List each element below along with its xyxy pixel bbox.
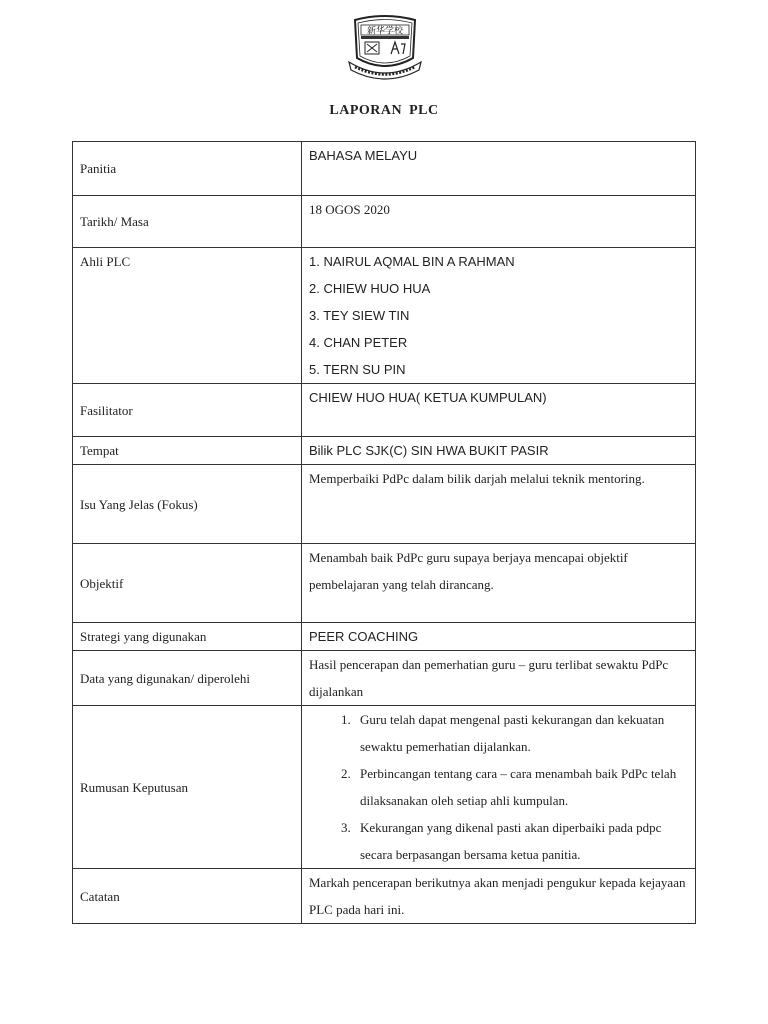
row-catatan <box>73 869 696 924</box>
crest-chinese-name: 新华学校 <box>366 26 404 37</box>
label-data: Data yang digunakan/ diperolehi <box>73 651 302 706</box>
report-title: LAPORAN PLC <box>329 103 439 118</box>
member-2: 2. CHIEW HUO HUA <box>309 281 431 296</box>
label-objektif: Objektif <box>73 544 302 623</box>
label-catatan: Catatan <box>73 869 302 924</box>
value-tempat: Bilik PLC SJK(C) SIN HWA BUKIT PASIR <box>302 437 696 465</box>
decision-item: 1. Guru telah dapat mengenal pasti kekurangan dan kekuatan sewaktu pemerhatian dijalankan. <box>354 706 688 760</box>
row-tarikh <box>73 196 696 248</box>
value-isu: Memperbaiki PdPc dalam bilik darjah melalui teknik mentoring. <box>302 465 696 544</box>
row-strategi <box>73 623 696 651</box>
label-strategi: Strategi yang digunakan <box>73 623 302 651</box>
decision-item: 2. Perbincangan tentang cara – cara menambah baik PdPc telah dilaksanakan oleh setiap ahli kumpulan. <box>354 760 688 814</box>
row-panitia <box>73 142 696 196</box>
row-data <box>73 651 696 706</box>
row-tempat <box>73 437 696 465</box>
value-tarikh: 18 OGOS 2020 <box>302 196 696 248</box>
value-objektif: Menambah baik PdPc guru supaya berjaya mencapai objektif pembelajaran yang telah dirancang. <box>302 544 696 623</box>
value-ahli <box>302 248 696 384</box>
member-1: 1. NAIRUL AQMAL BIN A RAHMAN <box>309 254 515 269</box>
member-5: 5. TERN SU PIN <box>309 362 406 377</box>
school-crest-icon <box>345 14 425 82</box>
value-catatan: Markah pencerapan berikutnya akan menjadi pengukur kepada kejayaan PLC pada hari ini. <box>302 869 696 924</box>
label-fasilitator: Fasilitator <box>73 384 302 437</box>
member-3: 3. TEY SIEW TIN <box>309 308 410 323</box>
value-data: Hasil pencerapan dan pemerhatian guru – guru terlibat sewaktu PdPc dijalankan <box>302 651 696 706</box>
value-panitia: BAHASA MELAYU <box>302 142 696 196</box>
value-rumusan <box>302 706 696 869</box>
row-fasilitator <box>73 384 696 437</box>
label-ahli: Ahli PLC <box>73 248 302 384</box>
label-tarikh: Tarikh/ Masa <box>73 196 302 248</box>
member-4: 4. CHAN PETER <box>309 335 408 350</box>
decision-item: 3. Kekurangan yang dikenal pasti akan diperbaiki pada pdpc secara berpasangan bersama ketua panitia. <box>354 814 688 868</box>
row-rumusan <box>73 706 696 869</box>
decision-list <box>309 706 688 868</box>
label-rumusan: Rumusan Keputusan <box>73 706 302 869</box>
row-objektif <box>73 544 696 623</box>
row-ahli <box>73 248 696 384</box>
plc-report-table <box>72 141 696 924</box>
row-isu <box>73 465 696 544</box>
value-strategi: PEER COACHING <box>302 623 696 651</box>
label-panitia: Panitia <box>73 142 302 196</box>
value-fasilitator: CHIEW HUO HUA( KETUA KUMPULAN) <box>302 384 696 437</box>
label-isu: Isu Yang Jelas (Fokus) <box>73 465 302 544</box>
label-tempat: Tempat <box>73 437 302 465</box>
